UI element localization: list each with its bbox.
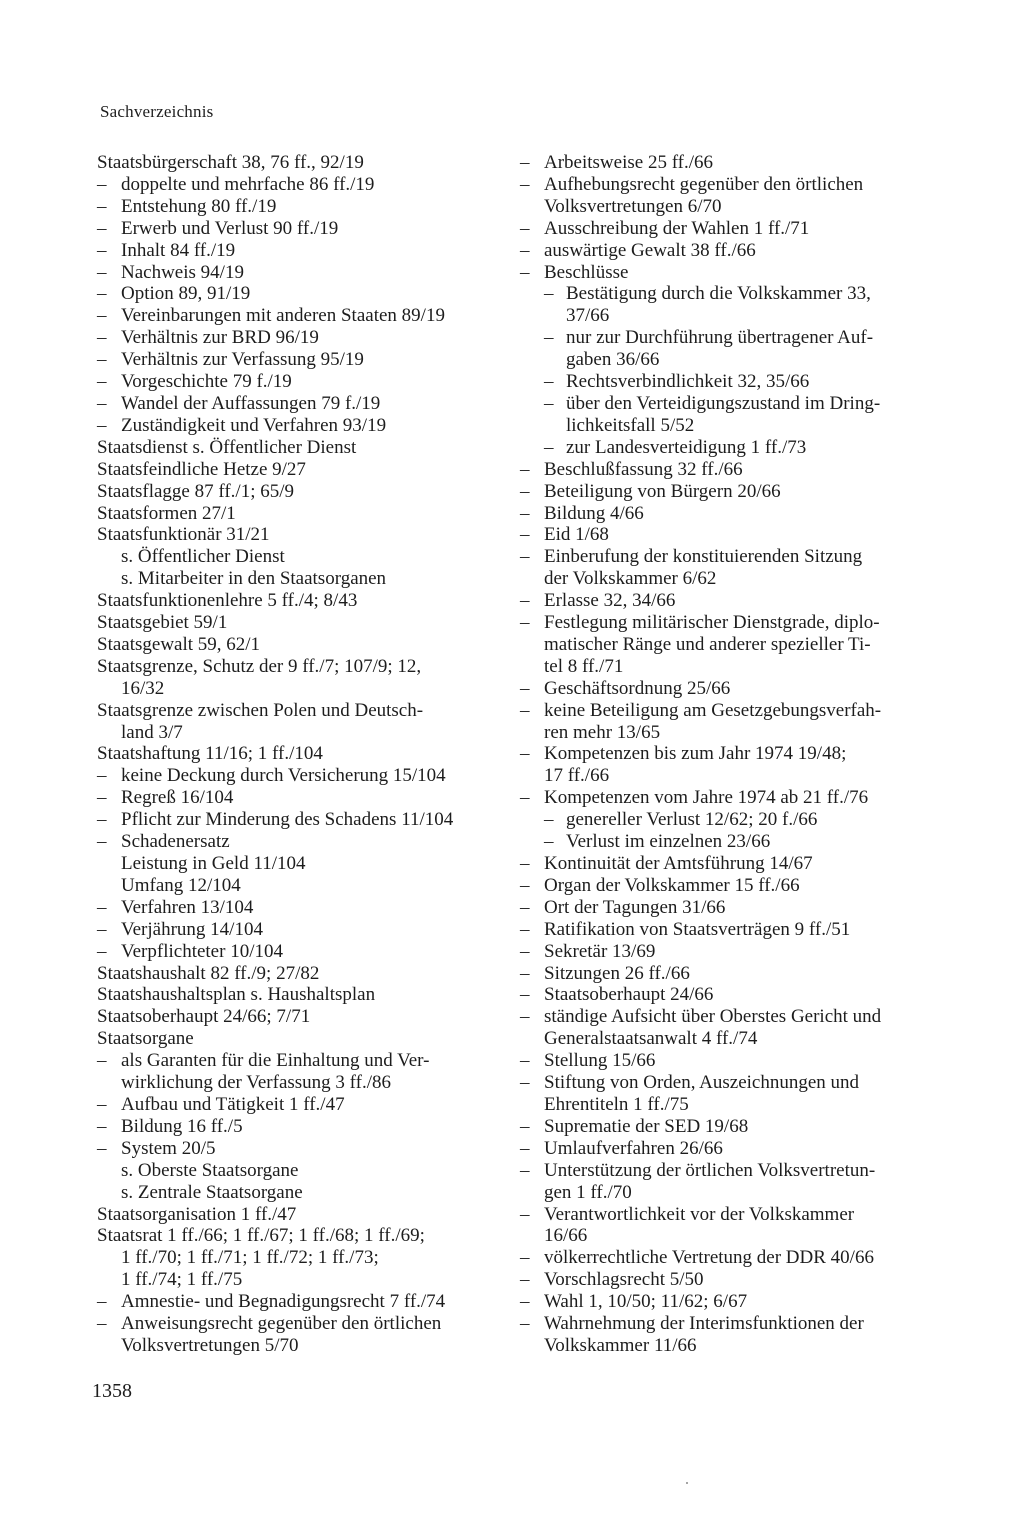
index-entry-text: 16/32 <box>121 677 165 699</box>
sub-entry-dash: – <box>520 480 530 502</box>
index-entry-text: Amnestie- und Begnadigungsrecht 7 ff./74 <box>121 1291 446 1313</box>
index-entry-text: 17 ff./66 <box>544 765 610 787</box>
sub-entry-dash: – <box>520 743 530 765</box>
index-entry-text: ständige Aufsicht über Oberstes Gericht und <box>544 1006 882 1028</box>
sub-entry-dash: – <box>520 853 530 874</box>
index-column-left <box>97 152 517 1357</box>
index-entry-text: Ratifikation von Staatsverträgen 9 ff./51 <box>544 918 851 940</box>
index-entry-text: völkerrechtliche Vertretung der DDR 40/66 <box>544 1247 874 1269</box>
index-entry-text: Staatsgewalt 59, 62/1 <box>97 633 261 655</box>
index-entry <box>520 612 920 634</box>
index-entry-text: Unterstützung der örtlichen Volksvertretun- <box>544 1159 876 1181</box>
index-entry <box>97 1006 517 1028</box>
index-entry-text: Staatsfunktionenlehre 5 ff./4; 8/43 <box>97 590 358 612</box>
index-entry <box>520 546 920 568</box>
index-entry <box>520 634 920 656</box>
index-entry <box>520 1313 920 1335</box>
index-entry <box>97 963 517 985</box>
index-entry-text: Volksvertretungen 6/70 <box>544 195 722 217</box>
scan-speck <box>686 1482 688 1484</box>
sub-entry-dash: – <box>520 1159 530 1181</box>
index-entry <box>97 174 517 196</box>
sub-entry-dash: – <box>97 831 107 853</box>
index-entry <box>520 831 920 853</box>
index-entry <box>520 984 920 1006</box>
sub-entry-dash: – <box>520 261 530 283</box>
index-entry-text: Wahl 1, 10/50; 11/62; 6/67 <box>544 1291 748 1313</box>
index-entry-text: Ausschreibung der Wahlen 1 ff./71 <box>544 217 810 239</box>
index-entry <box>520 1094 920 1116</box>
index-entry-text: Bildung 4/66 <box>544 502 644 524</box>
sub-entry-dash: – <box>520 612 530 634</box>
index-entry-text: Rechtsverbindlichkeit 32, 35/66 <box>566 371 810 393</box>
index-entry-text: Nachweis 94/19 <box>121 261 244 283</box>
index-entry-text: Pflicht zur Minderung des Schadens 11/104 <box>121 809 454 831</box>
sub-entry-dash: – <box>97 1115 107 1137</box>
index-entry-text: 1 ff./74; 1 ff./75 <box>121 1269 243 1291</box>
index-entry <box>97 743 517 765</box>
index-entry-text: Volkskammer 11/66 <box>544 1334 697 1356</box>
index-entry-text: Staatsflagge 87 ff./1; 65/9 <box>97 480 295 502</box>
index-entry-text: wirklichung der Verfassung 3 ff./86 <box>121 1072 391 1094</box>
page-number: 1358 <box>92 1380 132 1402</box>
index-entry <box>97 612 517 634</box>
index-entry-text: 37/66 <box>566 305 610 327</box>
sub-entry-dash: – <box>97 1313 107 1335</box>
index-entry-text: Staatsdienst s. Öffentlicher Dienst <box>97 436 357 458</box>
index-entry <box>520 218 920 240</box>
index-entry <box>97 1313 517 1335</box>
index-entry-text: ren mehr 13/65 <box>544 721 661 743</box>
index-entry <box>97 853 517 875</box>
index-entry-text: Volksvertretungen 5/70 <box>121 1334 299 1356</box>
index-entry-text: Arbeitsweise 25 ff./66 <box>544 152 714 173</box>
index-entry-text: Wahrnehmung der Interimsfunktionen der <box>544 1313 864 1335</box>
index-entry-text: land 3/7 <box>121 721 183 743</box>
index-entry-text: Verjährung 14/104 <box>121 918 263 940</box>
index-entry-text: Ort der Tagungen 31/66 <box>544 896 726 918</box>
sub-entry-dash: – <box>544 371 554 393</box>
sub-entry-dash: – <box>520 787 530 809</box>
sub-entry-dash: – <box>520 502 530 524</box>
index-entry <box>520 459 920 481</box>
index-entry <box>520 941 920 963</box>
sub-entry-dash: – <box>520 1269 530 1291</box>
index-entry <box>97 984 517 1006</box>
index-entry-text: Staatsgrenze, Schutz der 9 ff./7; 107/9; 12, <box>97 655 422 677</box>
index-entry <box>520 196 920 218</box>
sub-entry-dash: – <box>520 984 530 1006</box>
sub-entry-dash: – <box>520 1006 530 1028</box>
index-entry <box>97 1225 517 1247</box>
index-entry-text: Umfang 12/104 <box>121 874 241 896</box>
index-entry <box>520 656 920 678</box>
sub-entry-dash: – <box>520 590 530 612</box>
index-entry <box>97 196 517 218</box>
sub-entry-dash: – <box>97 918 107 940</box>
index-entry <box>520 305 920 327</box>
index-entry <box>97 919 517 941</box>
index-entry-text: Festlegung militärischer Dienstgrade, diplo- <box>544 612 880 634</box>
index-entry <box>520 437 920 459</box>
index-entry-text: Staatsgrenze zwischen Polen und Deutsch- <box>97 699 424 721</box>
index-entry <box>520 1006 920 1028</box>
sub-entry-dash: – <box>520 1203 530 1225</box>
index-entry <box>97 371 517 393</box>
index-entry <box>520 327 920 349</box>
index-entry <box>97 809 517 831</box>
index-entry <box>97 152 517 174</box>
index-entry-text: Inhalt 84 ff./19 <box>121 239 236 261</box>
index-entry-text: Staatsfunktionär 31/21 <box>97 524 270 546</box>
index-entry <box>520 1204 920 1226</box>
index-entry-text: Option 89, 91/19 <box>121 283 251 305</box>
sub-entry-dash: – <box>520 1137 530 1159</box>
index-entry <box>520 875 920 897</box>
index-entry-text: Beschlüsse <box>544 261 629 283</box>
index-entry-text: Verhältnis zur Verfassung 95/19 <box>121 349 364 371</box>
index-entry-text: Bestätigung durch die Volkskammer 33, <box>566 283 871 305</box>
index-entry-text: Wandel der Auffassungen 79 f./19 <box>121 392 381 414</box>
index-entry-text: genereller Verlust 12/62; 20 f./66 <box>566 809 818 831</box>
index-entry-text: s. Mitarbeiter in den Staatsorganen <box>121 568 387 590</box>
index-entry <box>97 1291 517 1313</box>
sub-entry-dash: – <box>544 831 554 853</box>
index-entry <box>520 1335 920 1357</box>
index-entry-text: Staatsrat 1 ff./66; 1 ff./67; 1 ff./68; 1 ff./69; <box>97 1225 425 1247</box>
sub-entry-dash: – <box>520 524 530 546</box>
index-entry-text: doppelte und mehrfache 86 ff./19 <box>121 173 375 195</box>
index-entry <box>97 262 517 284</box>
index-entry-text: tel 8 ff./71 <box>544 655 624 677</box>
sub-entry-dash: – <box>97 239 107 261</box>
index-entry <box>97 283 517 305</box>
index-entry <box>97 240 517 262</box>
index-entry-text: als Garanten für die Einhaltung und Ver- <box>121 1050 430 1072</box>
index-entry <box>97 568 517 590</box>
index-entry-text: s. Oberste Staatsorgane <box>121 1159 299 1181</box>
index-entry <box>520 678 920 700</box>
sub-entry-dash: – <box>520 1247 530 1269</box>
sub-entry-dash: – <box>520 940 530 962</box>
index-entry-text: Ehrentiteln 1 ff./75 <box>544 1093 689 1115</box>
sub-entry-dash: – <box>97 371 107 393</box>
index-entry <box>97 524 517 546</box>
index-entry-text: Kontinuität der Amtsführung 14/67 <box>544 853 813 874</box>
index-entry-text: Verhältnis zur BRD 96/19 <box>121 327 319 349</box>
index-entry-text: Leistung in Geld 11/104 <box>121 853 306 874</box>
index-entry-text: Staatsoberhaupt 24/66; 7/71 <box>97 1006 311 1028</box>
index-entry-text: Generalstaatsanwalt 4 ff./74 <box>544 1028 758 1050</box>
index-entry-text: Sitzungen 26 ff./66 <box>544 962 690 984</box>
index-entry <box>520 503 920 525</box>
index-entry-text: Organ der Volkskammer 15 ff./66 <box>544 874 800 896</box>
index-entry <box>520 853 920 875</box>
index-entry <box>520 524 920 546</box>
sub-entry-dash: – <box>544 283 554 305</box>
sub-entry-dash: – <box>97 1137 107 1159</box>
sub-entry-dash: – <box>97 217 107 239</box>
index-entry-text: Suprematie der SED 19/68 <box>544 1115 749 1137</box>
index-entry-text: Aufbau und Tätigkeit 1 ff./47 <box>121 1093 345 1115</box>
index-entry <box>520 371 920 393</box>
index-entry-text: keine Beteiligung am Gesetzgebungsverfah- <box>544 699 882 721</box>
index-entry-text: Verantwortlichkeit vor der Volkskammer <box>544 1203 855 1225</box>
index-entry <box>520 743 920 765</box>
index-entry <box>520 1138 920 1160</box>
sub-entry-dash: – <box>520 918 530 940</box>
index-entry <box>97 1094 517 1116</box>
index-entry-text: Vorschlagsrecht 5/50 <box>544 1269 704 1291</box>
index-entry <box>520 283 920 305</box>
sub-entry-dash: – <box>520 1050 530 1072</box>
index-entry-text: auswärtige Gewalt 38 ff./66 <box>544 239 756 261</box>
index-entry-text: s. Zentrale Staatsorgane <box>121 1181 303 1203</box>
index-entry <box>520 415 920 437</box>
index-entry-text: Staatshaftung 11/16; 1 ff./104 <box>97 743 323 765</box>
index-entry-text: s. Öffentlicher Dienst <box>121 546 285 568</box>
index-entry <box>520 174 920 196</box>
index-entry <box>97 1204 517 1226</box>
sub-entry-dash: – <box>520 1313 530 1335</box>
sub-entry-dash: – <box>97 1291 107 1313</box>
sub-entry-dash: – <box>520 1072 530 1094</box>
index-entry-text: Erwerb und Verlust 90 ff./19 <box>121 217 339 239</box>
index-entry-text: Staatsgebiet 59/1 <box>97 612 228 634</box>
index-entry-text: über den Verteidigungszustand im Dring- <box>566 392 881 414</box>
sub-entry-dash: – <box>520 677 530 699</box>
sub-entry-dash: – <box>97 765 107 787</box>
index-entry <box>97 393 517 415</box>
index-entry-text: Geschäftsordnung 25/66 <box>544 677 731 699</box>
index-entry-text: matischer Ränge und anderer spezieller Ti- <box>544 633 871 655</box>
index-entry <box>520 765 920 787</box>
index-entry-text: Verpflichteter 10/104 <box>121 940 283 962</box>
index-entry-text: Regreß 16/104 <box>121 787 234 809</box>
index-entry-text: Staatsfeindliche Hetze 9/27 <box>97 458 306 480</box>
index-entry <box>520 1072 920 1094</box>
index-entry-text: zur Landesverteidigung 1 ff./73 <box>566 436 807 458</box>
index-entry-text: Staatsformen 27/1 <box>97 502 236 524</box>
index-entry-text: gen 1 ff./70 <box>544 1181 632 1203</box>
sub-entry-dash: – <box>520 152 530 173</box>
index-entry <box>97 327 517 349</box>
sub-entry-dash: – <box>520 173 530 195</box>
index-entry-text: Staatsoberhaupt 24/66 <box>544 984 714 1006</box>
index-entry <box>97 722 517 744</box>
sub-entry-dash: – <box>544 809 554 831</box>
index-entry <box>520 1269 920 1291</box>
index-entry-text: lichkeitsfall 5/52 <box>566 414 695 436</box>
index-entry <box>520 1291 920 1313</box>
sub-entry-dash: – <box>97 940 107 962</box>
index-entry-text: Staatshaushaltsplan s. Haushaltsplan <box>97 984 376 1006</box>
index-entry-text: keine Deckung durch Versicherung 15/104 <box>121 765 446 787</box>
index-entry-text: Verlust im einzelnen 23/66 <box>566 831 771 853</box>
index-entry-text: Kompetenzen vom Jahre 1974 ab 21 ff./76 <box>544 787 869 809</box>
sub-entry-dash: – <box>544 327 554 349</box>
index-entry <box>520 568 920 590</box>
index-entry <box>97 437 517 459</box>
sub-entry-dash: – <box>520 896 530 918</box>
index-entry <box>97 700 517 722</box>
index-entry <box>97 831 517 853</box>
index-entry <box>97 1072 517 1094</box>
index-entry <box>97 1247 517 1269</box>
index-entry <box>520 963 920 985</box>
index-entry <box>97 1182 517 1204</box>
sub-entry-dash: – <box>97 305 107 327</box>
index-entry-text: Beteiligung von Bürgern 20/66 <box>544 480 781 502</box>
sub-entry-dash: – <box>544 392 554 414</box>
index-entry-text: System 20/5 <box>121 1137 216 1159</box>
index-entry <box>97 415 517 437</box>
sub-entry-dash: – <box>97 327 107 349</box>
index-entry <box>97 1138 517 1160</box>
index-entry-text: Beschlußfassung 32 ff./66 <box>544 458 743 480</box>
index-entry-text: Stellung 15/66 <box>544 1050 656 1072</box>
index-entry <box>97 1335 517 1357</box>
index-entry <box>97 1160 517 1182</box>
index-entry <box>520 240 920 262</box>
index-entry-text: Kompetenzen bis zum Jahr 1974 19/48; <box>544 743 847 765</box>
index-entry <box>520 262 920 284</box>
sub-entry-dash: – <box>97 1050 107 1072</box>
index-entry <box>520 1050 920 1072</box>
sub-entry-dash: – <box>520 239 530 261</box>
index-entry <box>520 722 920 744</box>
index-entry <box>520 809 920 831</box>
index-entry <box>97 1116 517 1138</box>
index-entry <box>97 787 517 809</box>
index-entry <box>520 919 920 941</box>
sub-entry-dash: – <box>97 195 107 217</box>
index-entry-text: Anweisungsrecht gegenüber den örtlichen <box>121 1313 442 1335</box>
sub-entry-dash: – <box>97 392 107 414</box>
index-entry <box>520 481 920 503</box>
index-entry-text: gaben 36/66 <box>566 349 660 371</box>
sub-entry-dash: – <box>520 699 530 721</box>
index-entry <box>97 503 517 525</box>
sub-entry-dash: – <box>97 283 107 305</box>
index-entry <box>97 1028 517 1050</box>
index-entry-text: Eid 1/68 <box>544 524 609 546</box>
sub-entry-dash: – <box>97 261 107 283</box>
sub-entry-dash: – <box>544 436 554 458</box>
index-entry-text: der Volkskammer 6/62 <box>544 568 717 590</box>
sub-entry-dash: – <box>97 1093 107 1115</box>
index-entry <box>520 897 920 919</box>
sub-entry-dash: – <box>97 896 107 918</box>
sub-entry-dash: – <box>520 1291 530 1313</box>
sub-entry-dash: – <box>97 173 107 195</box>
sub-entry-dash: – <box>97 787 107 809</box>
index-entry <box>97 546 517 568</box>
index-entry-text: Vereinbarungen mit anderen Staaten 89/19 <box>121 305 445 327</box>
index-entry-text: Entstehung 80 ff./19 <box>121 195 277 217</box>
index-entry-text: Bildung 16 ff./5 <box>121 1115 243 1137</box>
sub-entry-dash: – <box>520 874 530 896</box>
index-entry <box>97 678 517 700</box>
index-entry <box>97 590 517 612</box>
index-entry <box>520 152 920 174</box>
index-entry-text: Zuständigkeit und Verfahren 93/19 <box>121 414 387 436</box>
index-entry <box>520 1247 920 1269</box>
index-entry <box>520 1116 920 1138</box>
index-entry <box>97 218 517 240</box>
index-entry <box>97 656 517 678</box>
index-entry-text: 1 ff./70; 1 ff./71; 1 ff./72; 1 ff./73; <box>121 1247 379 1269</box>
index-entry <box>520 1160 920 1182</box>
sub-entry-dash: – <box>520 217 530 239</box>
sub-entry-dash: – <box>97 349 107 371</box>
index-entry <box>97 1050 517 1072</box>
index-entry-text: nur zur Durchführung übertragener Auf- <box>566 327 874 349</box>
index-entry <box>97 305 517 327</box>
sub-entry-dash: – <box>97 414 107 436</box>
index-entry-text: Aufhebungsrecht gegenüber den örtlichen <box>544 173 864 195</box>
index-entry-text: Verfahren 13/104 <box>121 896 254 918</box>
index-entry-text: Staatsorgane <box>97 1028 194 1050</box>
index-entry <box>97 634 517 656</box>
index-entry-text: Staatsorganisation 1 ff./47 <box>97 1203 297 1225</box>
index-entry <box>97 875 517 897</box>
index-entry <box>520 1028 920 1050</box>
index-entry-text: Einberufung der konstituierenden Sitzung <box>544 546 863 568</box>
index-entry-text: Sekretär 13/69 <box>544 940 656 962</box>
page-header: Sachverzeichnis <box>100 102 214 121</box>
index-entry-text: Schadenersatz <box>121 831 230 853</box>
index-entry-text: Staatsbürgerschaft 38, 76 ff., 92/19 <box>97 152 364 173</box>
sub-entry-dash: – <box>520 458 530 480</box>
index-entry <box>97 459 517 481</box>
index-entry-text: Vorgeschichte 79 f./19 <box>121 371 292 393</box>
index-entry <box>97 349 517 371</box>
index-entry <box>520 787 920 809</box>
index-entry-text: Staatshaushalt 82 ff./9; 27/82 <box>97 962 320 984</box>
index-entry <box>520 1182 920 1204</box>
index-entry <box>97 941 517 963</box>
index-entry <box>520 393 920 415</box>
index-entry <box>97 481 517 503</box>
sub-entry-dash: – <box>97 809 107 831</box>
sub-entry-dash: – <box>520 962 530 984</box>
sub-entry-dash: – <box>520 1115 530 1137</box>
index-entry <box>520 1225 920 1247</box>
index-entry-text: Stiftung von Orden, Auszeichnungen und <box>544 1072 860 1094</box>
index-entry-text: Erlasse 32, 34/66 <box>544 590 676 612</box>
index-entry <box>97 1269 517 1291</box>
index-entry-text: Umlaufverfahren 26/66 <box>544 1137 723 1159</box>
index-entry <box>520 590 920 612</box>
index-entry <box>97 765 517 787</box>
index-entry <box>97 897 517 919</box>
index-column-right <box>520 152 920 1357</box>
index-entry-text: 16/66 <box>544 1225 588 1247</box>
index-entry <box>520 349 920 371</box>
index-entry <box>520 700 920 722</box>
sub-entry-dash: – <box>520 546 530 568</box>
